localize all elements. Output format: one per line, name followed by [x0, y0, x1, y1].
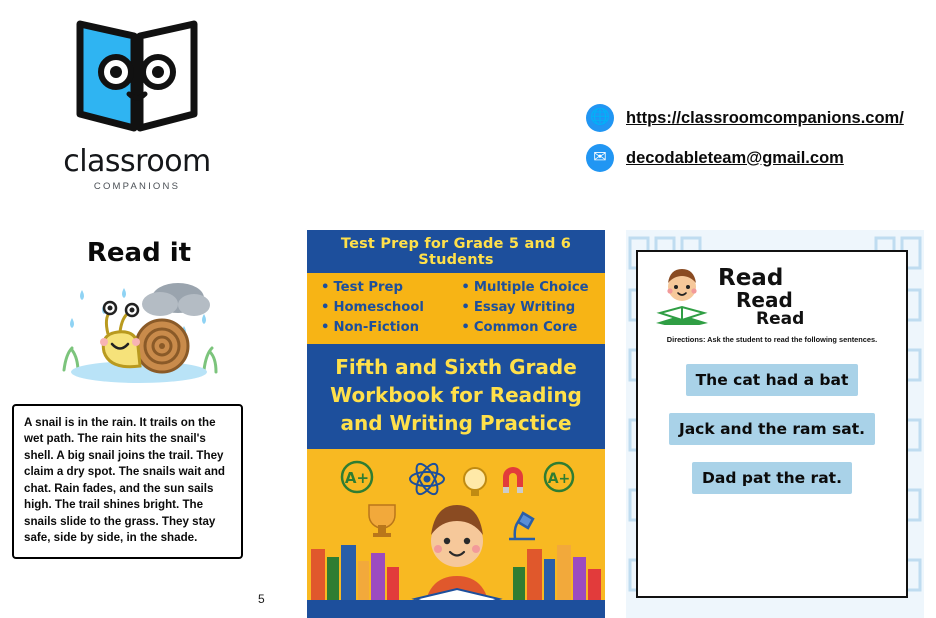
logo-subtitle: COMPANIONS: [93, 181, 181, 192]
envelope-icon: ✉: [586, 144, 614, 172]
read-it-panel: [12, 238, 266, 559]
svg-text:A+: A+: [344, 469, 370, 488]
svg-text:A+: A+: [547, 471, 571, 488]
story-text: A snail is in the rain. It trails on the wet path. The rain hits the snail's shell. A big snail joins the trail. They claim a dry spot. The snails wait and chat. Rain fades, and the sun sails high. The trail shines bright. The snails slide to the grass. They stay safe, side by side, in the shade.: [24, 416, 226, 545]
worksheet-preview: [626, 230, 924, 618]
logo-wordmark: classroom: [63, 144, 211, 179]
bullet-item: • Homeschool: [321, 298, 451, 318]
globe-icon: 🌐: [586, 104, 614, 132]
bullet-item: • Essay Writing: [461, 298, 591, 318]
website-link[interactable]: https://classroomcompanions.com/: [626, 108, 904, 127]
student-reading-with-books-icon: [307, 449, 605, 618]
page-number: 5: [258, 592, 265, 606]
read-word: Read: [756, 309, 805, 330]
website-row[interactable]: [586, 104, 926, 132]
read-it-title: Read it: [86, 238, 192, 268]
cover-banner: Test Prep for Grade 5 and 6 Students: [307, 230, 605, 273]
read-word: Read: [718, 265, 784, 291]
bullet-item: • Multiple Choice: [461, 278, 591, 298]
bullet-item: • Common Core: [461, 318, 591, 338]
sentence-card: Dad pat the rat.: [692, 462, 852, 494]
cover-title: Fifth and Sixth Grade Workbook for Reading and Writing Practice: [307, 344, 605, 449]
brand-logo-block: [62, 10, 212, 192]
bullet-item: • Test Prep: [321, 278, 451, 298]
child-reading-book-icon: [652, 267, 712, 325]
worksheet-card: [636, 250, 908, 598]
email-link[interactable]: decodableteam@gmail.com: [626, 148, 844, 167]
read-word-stack: [718, 264, 804, 329]
read-word: Read: [736, 288, 793, 313]
cover-illustration: [307, 449, 605, 618]
sentence-card: The cat had a bat: [686, 364, 859, 396]
contact-block: [586, 104, 926, 184]
cover-feature-bullets: [307, 273, 605, 344]
worksheet-directions: Directions: Ask the student to read the following sentences.: [666, 334, 878, 344]
sentence-card: Jack and the ram sat.: [669, 413, 875, 445]
bullets-right: [461, 278, 591, 337]
story-text-box: [12, 404, 243, 559]
email-row[interactable]: [586, 144, 926, 172]
cover-footer-bar: [307, 600, 605, 618]
bullet-item: • Non-Fiction: [321, 318, 451, 338]
bullets-left: [321, 278, 451, 337]
worksheet-header: [638, 252, 906, 329]
book-cover: [307, 230, 605, 618]
open-book-face-icon: [72, 10, 202, 140]
snail-in-rain-icon: [54, 274, 224, 386]
